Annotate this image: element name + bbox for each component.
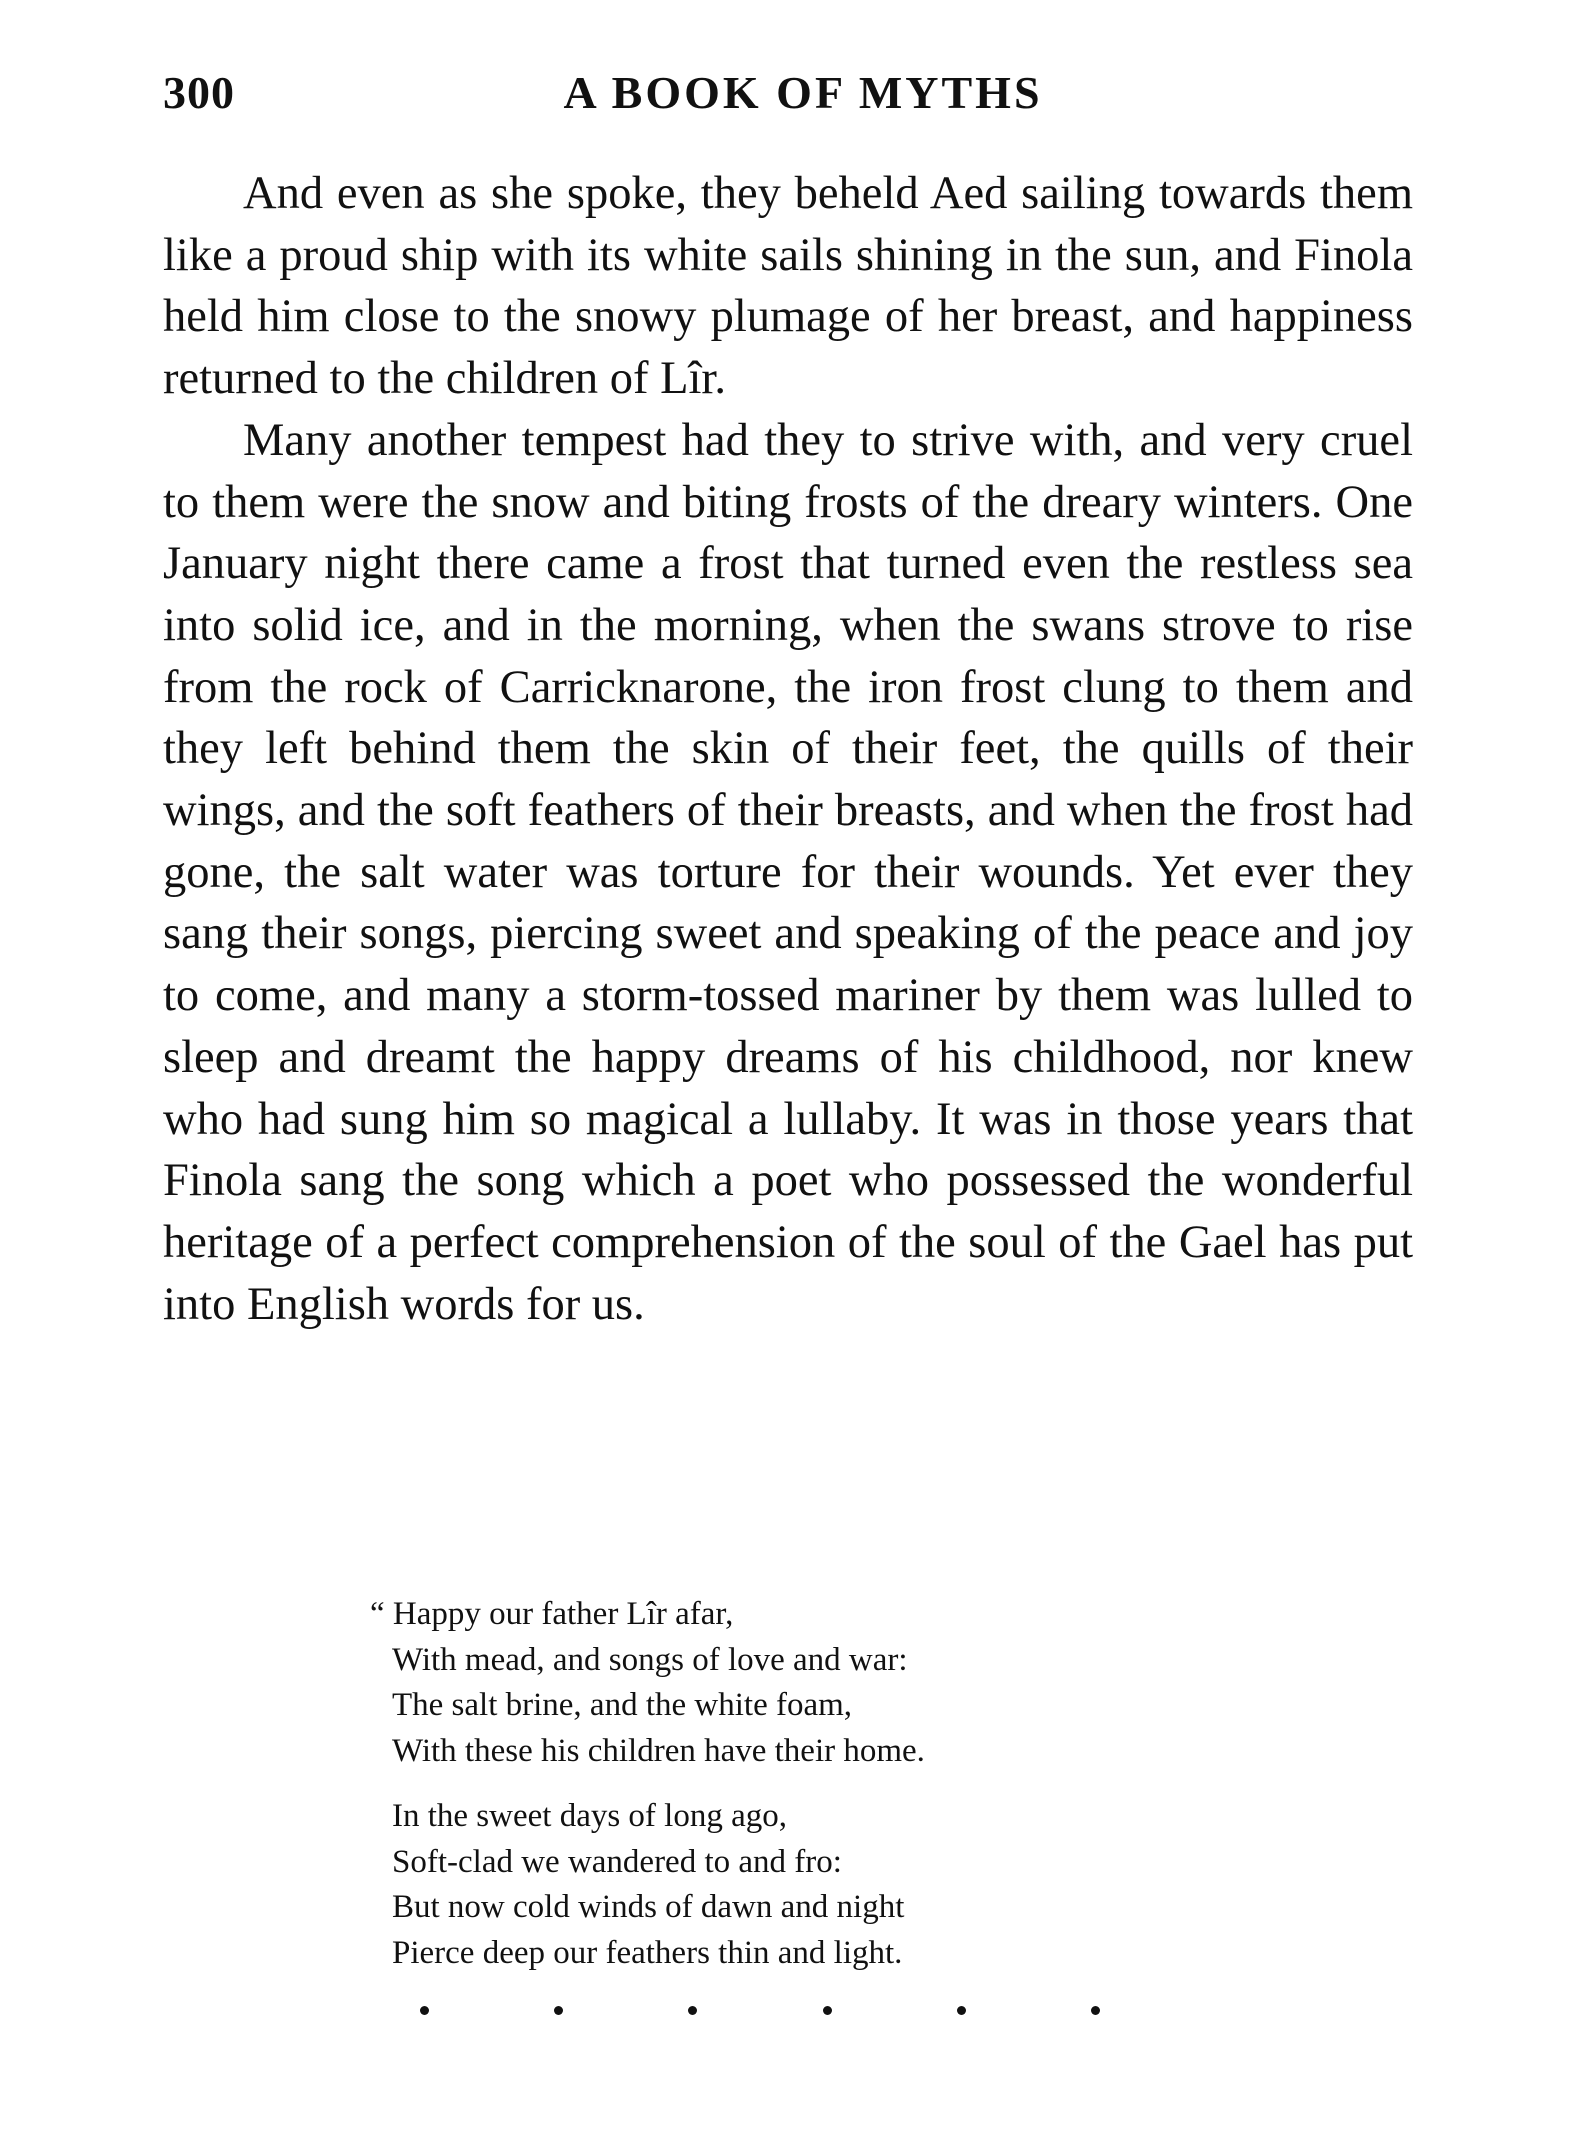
poem-line: “ Happy our father Lîr afar, bbox=[370, 1596, 734, 1632]
poem bbox=[370, 1592, 1270, 1996]
poem-stanza bbox=[370, 1794, 1270, 1976]
poem-stanza bbox=[370, 1592, 1270, 1774]
page-number: 300 bbox=[163, 67, 235, 118]
ellipsis-dot bbox=[957, 2006, 966, 2015]
paragraph: And even as she spoke, they beheld Aed sailing towards them like a proud ship with its white sails shining in the sun, and Finola held him close to the snowy plumage of her breast, and happiness returned to the children of Lîr. bbox=[163, 168, 1413, 405]
body-text bbox=[163, 163, 1413, 1335]
page-header bbox=[163, 66, 1418, 126]
poem-line: But now cold winds of dawn and night bbox=[392, 1889, 905, 1925]
poem-line: The salt brine, and the white foam, bbox=[392, 1687, 853, 1723]
poem-line: Soft-clad we wandered to and fro: bbox=[392, 1843, 842, 1880]
ellipsis-dot bbox=[420, 2006, 429, 2015]
ellipsis-dot bbox=[688, 2006, 697, 2015]
ellipsis-dot bbox=[823, 2006, 832, 2015]
poem-line: With mead, and songs of love and war: bbox=[392, 1641, 908, 1678]
poem-line: With these his children have their home. bbox=[392, 1732, 925, 1769]
ellipsis-dot bbox=[554, 2006, 563, 2015]
paragraph: Many another tempest had they to strive with, and very cruel to them were the snow and biting frosts of the dreary winters. One January night there came a frost that turned even the restless sea into solid ice, and in the morning, when the swans strove to rise from the rock of Carricknarone, the iron frost clung to them and they left behind them the skin of their feet, the quills of their wings, and the soft feathers of their breasts, and when the frost had gone, the salt water was torture for their wounds. Yet ever they sang their songs, piercing sweet and speaking of the peace and joy to come, and many a storm-tossed mariner by them was lulled to sleep and dreamt the happy dreams of his childhood, nor knew who had sung him so magical a lullaby. It was in those years that Finola sang the song which a poet who possessed the wonderful heritage of a perfect comprehension of the soul of the Gael has put into English words for us. bbox=[163, 414, 1413, 1330]
poem-line: In the sweet days of long ago, bbox=[392, 1798, 787, 1834]
ellipsis-dot bbox=[1091, 2006, 1100, 2015]
poem-line: Pierce deep our feathers thin and light. bbox=[392, 1934, 903, 1971]
running-title: A BOOK OF MYTHS bbox=[563, 67, 1043, 118]
ellipsis-dots bbox=[420, 2000, 1100, 2020]
